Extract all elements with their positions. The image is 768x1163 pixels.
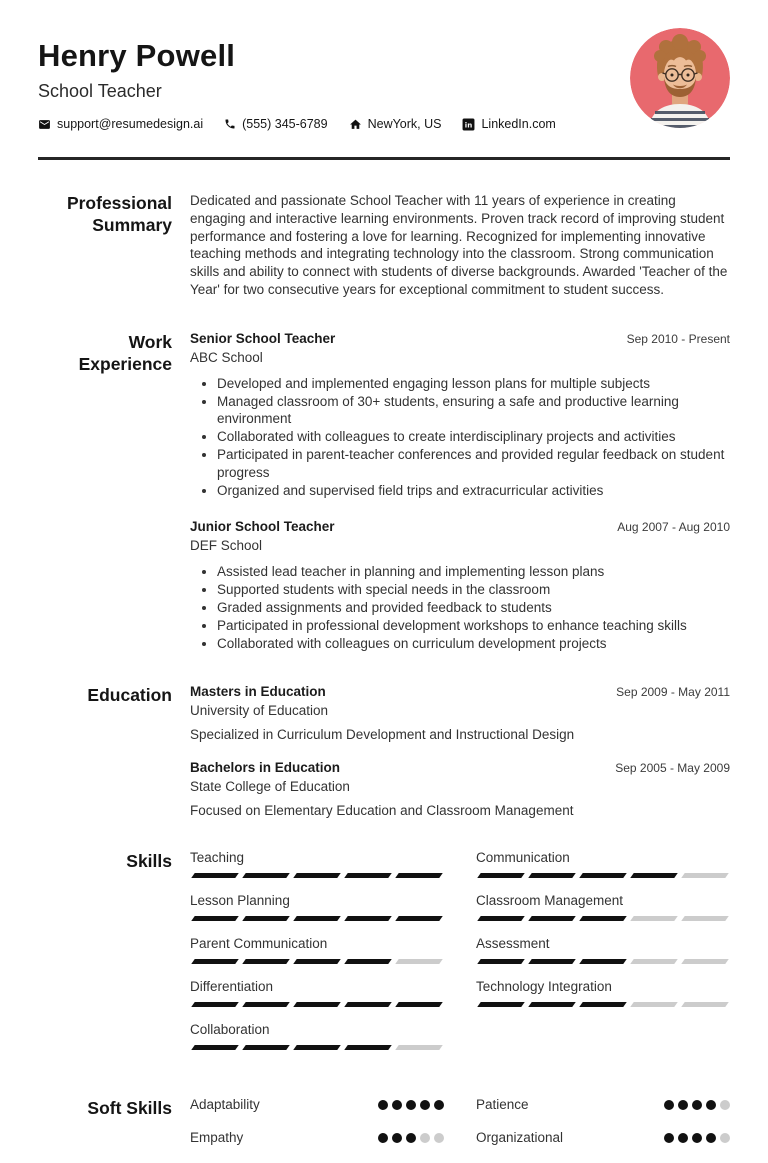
soft-skill-level-dots: [378, 1133, 444, 1143]
bar-segment: [477, 873, 525, 878]
level-dot: [420, 1100, 430, 1110]
header-divider: [38, 157, 730, 160]
skill-item: [190, 1022, 444, 1050]
bar-segment: [344, 1002, 392, 1007]
contact-location[interactable]: [349, 117, 442, 131]
bar-segment: [579, 1002, 627, 1007]
bullet-item: • Collaborated with colleagues to create interdisciplinary projects and activities: [217, 428, 730, 446]
level-dot: [720, 1133, 730, 1143]
contact-phone-text: (555) 345-6789: [242, 117, 328, 131]
job-position: Senior School Teacher: [190, 330, 336, 346]
job-position: Junior School Teacher: [190, 519, 335, 535]
level-dot: [406, 1100, 416, 1110]
linkedin-icon: [462, 118, 475, 131]
level-dot: [692, 1100, 702, 1110]
section-skills: [38, 850, 730, 1065]
bar-segment: [395, 916, 443, 921]
bar-segment: [630, 873, 678, 878]
skill-name: Teaching: [190, 850, 245, 866]
bar-segment: [242, 873, 290, 878]
degree-header: [190, 760, 730, 775]
bar-segment: [191, 1045, 239, 1050]
profile-photo: [630, 28, 730, 128]
degree-entry: [190, 760, 730, 818]
soft-skill-name: Adaptability: [190, 1097, 260, 1113]
bar-segment: [242, 1002, 290, 1007]
bullet-item: • Graded assignments and provided feedback to students: [217, 599, 730, 617]
skill-name: Assessment: [476, 936, 550, 952]
bullet-item: • Managed classroom of 30+ students, ensuring a safe and productive learning environment: [217, 393, 730, 429]
skill-name: Lesson Planning: [190, 893, 290, 909]
bar-segment: [242, 916, 290, 921]
skill-level-bar: [190, 916, 444, 921]
bullet-item: • Collaborated with colleagues on curriculum development projects: [217, 635, 730, 653]
soft-skill-item: [476, 1097, 730, 1112]
job-company: ABC School: [190, 349, 263, 365]
bar-segment: [630, 959, 678, 964]
bar-segment: [579, 959, 627, 964]
skill-level-bar: [476, 916, 730, 921]
level-dot: [392, 1133, 402, 1143]
skill-item: [476, 850, 730, 878]
bar-segment: [579, 916, 627, 921]
bar-segment: [191, 959, 239, 964]
level-dot: [378, 1133, 388, 1143]
job-dates: Aug 2007 - Aug 2010: [617, 520, 730, 535]
home-icon: [349, 118, 362, 131]
bar-segment: [395, 1045, 443, 1050]
skill-item: [476, 936, 730, 964]
job-company: DEF School: [190, 538, 263, 554]
level-dot: [706, 1100, 716, 1110]
skill-level-bar: [190, 873, 444, 878]
skill-name: Classroom Management: [476, 893, 624, 909]
skill-level-bar: [476, 873, 730, 878]
bullet-item: • Assisted lead teacher in planning and implementing lesson plans: [217, 563, 730, 581]
job-dates: Sep 2010 - Present: [626, 331, 730, 346]
soft-skill-item: [190, 1097, 444, 1112]
skill-name: Communication: [476, 850, 570, 866]
svg-text:in: in: [465, 119, 473, 129]
bar-segment: [191, 916, 239, 921]
bar-segment: [344, 873, 392, 878]
bar-segment: [477, 916, 525, 921]
bar-segment: [395, 1002, 443, 1007]
bar-segment: [528, 1002, 576, 1007]
bar-segment: [293, 1002, 341, 1007]
bullet-item: • Participated in professional development workshops to enhance teaching skills: [217, 617, 730, 635]
bar-segment: [191, 873, 239, 878]
degree-entry: [190, 684, 730, 742]
summary-text: Dedicated and passionate School Teacher with 11 years of experience in creating engaging and interactive learning environments. Proven track record of improving student performance and fostering a love for learning. Recognized for implementing innovative teaching methods and integrating technology into the classroom. Strong communication skills and ability to connect with students of diverse backgrounds. Awarded 'Teacher of the Year' for two consecutive years for exceptional commitment to student success.: [190, 193, 728, 297]
degree-school: State College of Education: [190, 779, 350, 795]
bar-segment: [293, 873, 341, 878]
job-bullets: [190, 375, 730, 500]
bar-segment: [681, 959, 729, 964]
skill-item: [190, 936, 444, 964]
level-dot: [378, 1100, 388, 1110]
person-name: Henry Powell: [38, 38, 236, 73]
contact-email-text: support@resumedesign.ai: [57, 117, 204, 131]
bar-segment: [242, 1045, 290, 1050]
skill-level-bar: [476, 959, 730, 964]
phone-icon: [224, 118, 236, 130]
header: [38, 26, 730, 131]
soft-skills-grid: [190, 1097, 730, 1163]
bar-segment: [528, 916, 576, 921]
contact-row: [38, 117, 556, 131]
level-dot: [678, 1133, 688, 1143]
job-entry: [190, 519, 730, 652]
bar-segment: [477, 959, 525, 964]
bar-segment: [395, 873, 443, 878]
job-entry: [190, 331, 730, 500]
section-soft-skills: [38, 1097, 730, 1163]
degree-dates: Sep 2009 - May 2011: [616, 685, 730, 700]
skill-name: Differentiation: [190, 979, 274, 995]
job-title: School Teacher: [38, 81, 162, 101]
bar-segment: [630, 1002, 678, 1007]
email-icon: [38, 118, 51, 131]
skill-name: Parent Communication: [190, 936, 328, 952]
contact-email[interactable]: [38, 117, 203, 131]
bullet-item: • Participated in parent-teacher conferences and provided regular feedback on student progress: [217, 446, 730, 482]
degree-detail: Specialized in Curriculum Development and Instructional Design: [190, 727, 575, 743]
contact-linkedin-text: LinkedIn.com: [481, 117, 556, 131]
degree-dates: Sep 2005 - May 2009: [615, 761, 730, 776]
bar-segment: [477, 1002, 525, 1007]
soft-skill-name: Patience: [476, 1097, 529, 1113]
level-dot: [706, 1133, 716, 1143]
bar-segment: [681, 1002, 729, 1007]
bar-segment: [191, 1002, 239, 1007]
bar-segment: [528, 873, 576, 878]
soft-skill-name: Organizational: [476, 1130, 564, 1146]
bar-segment: [630, 916, 678, 921]
skill-item: [476, 979, 730, 1007]
skill-item: [190, 979, 444, 1007]
header-identity: [38, 26, 556, 131]
skill-name: Collaboration: [190, 1022, 270, 1038]
degree-title: Bachelors in Education: [190, 760, 341, 776]
bar-segment: [528, 959, 576, 964]
job-header: [190, 331, 730, 346]
bullet-item: • Supported students with special needs in the classroom: [217, 581, 730, 599]
soft-skill-level-dots: [664, 1100, 730, 1110]
level-dot: [664, 1100, 674, 1110]
soft-skill-level-dots: [664, 1133, 730, 1143]
experience-list: [190, 331, 730, 653]
bar-segment: [242, 959, 290, 964]
level-dot: [678, 1100, 688, 1110]
skill-level-bar: [190, 1002, 444, 1007]
bar-segment: [681, 916, 729, 921]
soft-skill-name: Empathy: [190, 1130, 244, 1146]
contact-phone[interactable]: [224, 117, 327, 131]
education-list: [190, 684, 730, 818]
education-heading: Education: [87, 685, 172, 706]
degree-title: Masters in Education: [190, 684, 326, 700]
bullet-item: • Developed and implemented engaging lesson plans for multiple subjects: [217, 375, 730, 393]
level-dot: [392, 1100, 402, 1110]
level-dot: [434, 1100, 444, 1110]
bar-segment: [579, 873, 627, 878]
skills-grid: [190, 850, 730, 1065]
bar-segment: [681, 873, 729, 878]
skill-level-bar: [190, 959, 444, 964]
bar-segment: [344, 959, 392, 964]
contact-linkedin[interactable]: [462, 117, 555, 131]
bar-segment: [344, 1045, 392, 1050]
soft-skill-level-dots: [378, 1100, 444, 1110]
job-bullets: [190, 563, 730, 652]
skill-level-bar: [190, 1045, 444, 1050]
section-experience: [38, 331, 730, 653]
bar-segment: [395, 959, 443, 964]
section-education: [38, 684, 730, 818]
bullet-item: • Organized and supervised field trips and extracurricular activities: [217, 482, 730, 500]
degree-header: [190, 684, 730, 699]
summary-heading: Professional Summary: [66, 193, 172, 235]
skills-heading: Skills: [126, 851, 172, 872]
job-header: [190, 519, 730, 534]
degree-school: University of Education: [190, 703, 329, 719]
level-dot: [434, 1133, 444, 1143]
experience-heading: Work Experience: [78, 331, 172, 374]
level-dot: [420, 1133, 430, 1143]
level-dot: [692, 1133, 702, 1143]
section-summary: [38, 192, 730, 299]
skill-item: [190, 850, 444, 878]
soft-skill-item: [190, 1130, 444, 1145]
bar-segment: [293, 916, 341, 921]
skill-name: Technology Integration: [476, 979, 612, 995]
bar-segment: [293, 1045, 341, 1050]
bar-segment: [344, 916, 392, 921]
soft-skills-heading: Soft Skills: [87, 1098, 172, 1119]
level-dot: [664, 1133, 674, 1143]
skill-level-bar: [476, 1002, 730, 1007]
soft-skill-item: [476, 1130, 730, 1145]
level-dot: [720, 1100, 730, 1110]
skill-item: [476, 893, 730, 921]
level-dot: [406, 1133, 416, 1143]
bar-segment: [293, 959, 341, 964]
contact-location-text: NewYork, US: [367, 117, 442, 131]
degree-detail: Focused on Elementary Education and Classroom Management: [190, 803, 574, 819]
skill-item: [190, 893, 444, 921]
